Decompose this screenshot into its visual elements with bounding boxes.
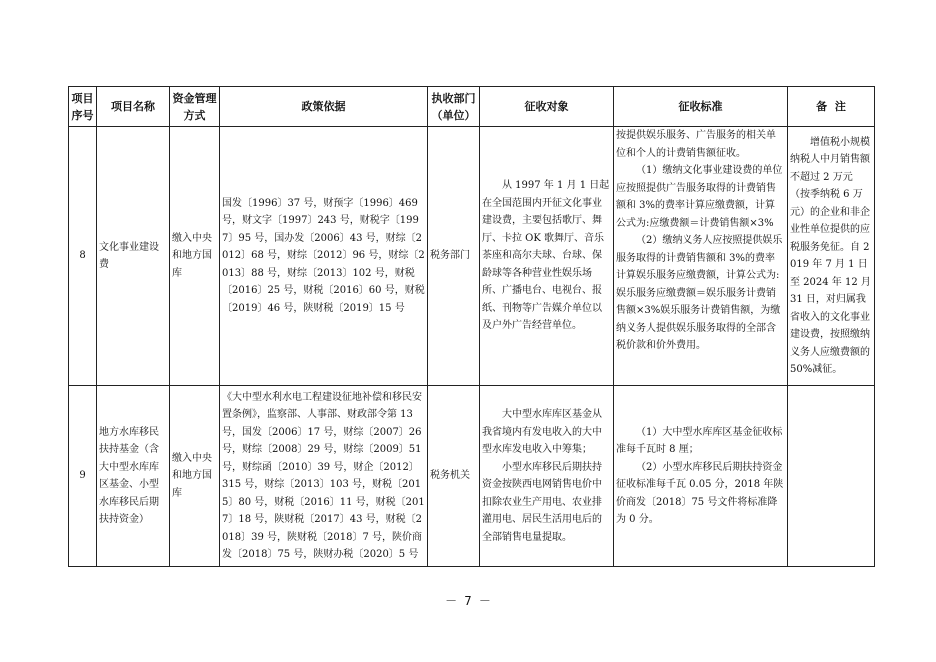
table-row <box>69 386 875 567</box>
row-name: 文化事业建设费 <box>97 127 170 386</box>
header-remark: 备 注 <box>788 87 875 127</box>
row-object: 从 1997 年 1 月 1 日起在全国范围内开征文化事业建设费，主要包括歌厅、舞厅、卡拉 OK 歌舞厅、音乐茶座和高尔夫球、台球、保龄球等各种营业性娱乐场所、广播电台、电视台、报纸、刊物等广告媒介单位以及户外广告经营单位。 <box>480 127 614 386</box>
header-dept: 执收部门 （单位） <box>428 87 480 127</box>
row-object: 大中型水库库区基金从我省境内有发电收入的大中型水库发电收入中筹集； 小型水库移民后期扶持资金按陕西电网销售电价中扣除农业生产用电、农业排灌用电、居民生活用电后的全部销售电量提取。 <box>480 386 614 567</box>
header-fund: 资金管理 方式 <box>170 87 220 127</box>
row-fund: 缴入中央和地方国库 <box>170 386 220 567</box>
row-policy: 国发〔1996〕37 号，财预字〔1996〕469 号，财文字〔1997〕243 号，财税字〔1997〕95 号，国办发〔2006〕43 号，财综〔2012〕68 号，财综〔2012〕96 号，财综〔2013〕88 号，财综〔2013〕102 号，财税〔2016〕25 号，财税〔2016〕60 号，财税〔2019〕46 号，陕财税〔2019〕15 号 <box>220 127 428 386</box>
row-fund: 缴入中央和地方国库 <box>170 127 220 386</box>
row-standard: 按提供娱乐服务、广告服务的相关单位和个人的计费销售额征收。 （1）缴纳文化事业建设费的单位应按照提供广告服务取得的计费销售额和 3%的费率计算应缴费额，计算公式为:应缴费额＝计费销售额×3% （2）缴纳义务人应按照提供娱乐服务取得的计费销售额和 3%的费率计算娱乐服务应缴费额，计算公式为:娱乐服务应缴费额＝娱乐服务计费销售额×3%娱乐服务计费销售额，为缴纳义务人提供娱乐服务取得的全部含税价款和价外费用。 <box>614 127 788 386</box>
row-remark <box>788 386 875 567</box>
header-standard: 征收标准 <box>614 87 788 127</box>
fee-table <box>68 86 875 567</box>
row-name: 地方水库移民扶持基金（含大中型水库库区基金、小型水库移民后期扶持资金） <box>97 386 170 567</box>
header-object: 征收对象 <box>480 87 614 127</box>
header-name: 项目名称 <box>97 87 170 127</box>
header-no: 项目 序号 <box>69 87 97 127</box>
header-policy: 政策依据 <box>220 87 428 127</box>
row-dept: 税务机关 <box>428 386 480 567</box>
row-no: 9 <box>69 386 97 567</box>
page-number: － 7 － <box>445 594 491 608</box>
row-remark: 增值税小规模纳税人中月销售额不超过 2 万元（按季纳税 6 万元）的企业和非企业性单位提供的应税服务免征。自 2019 年 7 月 1 日至 2024 年 12 月 31 日，对归属我省收入的文化事业建设费，按照缴纳义务人应缴费额的 50%减征。 <box>788 127 875 386</box>
row-dept: 税务部门 <box>428 127 480 386</box>
row-policy: 《大中型水利水电工程建设征地补偿和移民安置条例》，监察部、人事部、财政部令第 13 号，国发〔2006〕17 号，财综〔2007〕26 号，财综〔2008〕29 号，财综〔2009〕51 号，财综函〔2010〕39 号，财企〔2012〕315 号，财综〔2013〕103 号，财税〔2015〕80 号，财税〔2016〕11 号，财税〔2017〕18 号，陕财税〔2017〕43 号，财税〔2018〕39 号，陕财税〔2018〕7 号，陕价商发〔2018〕75 号，陕财办税〔2020〕5 号 <box>220 386 428 567</box>
table-row <box>69 127 875 386</box>
row-no: 8 <box>69 127 97 386</box>
row-standard: （1）大中型水库库区基金征收标准每千瓦时 8 厘； （2）小型水库移民后期扶持资金征收标准每千瓦 0.05 分，2018 年陕价商发〔2018〕75 号文件将标准降为 0 分。 <box>614 386 788 567</box>
table-header-row <box>69 87 875 127</box>
